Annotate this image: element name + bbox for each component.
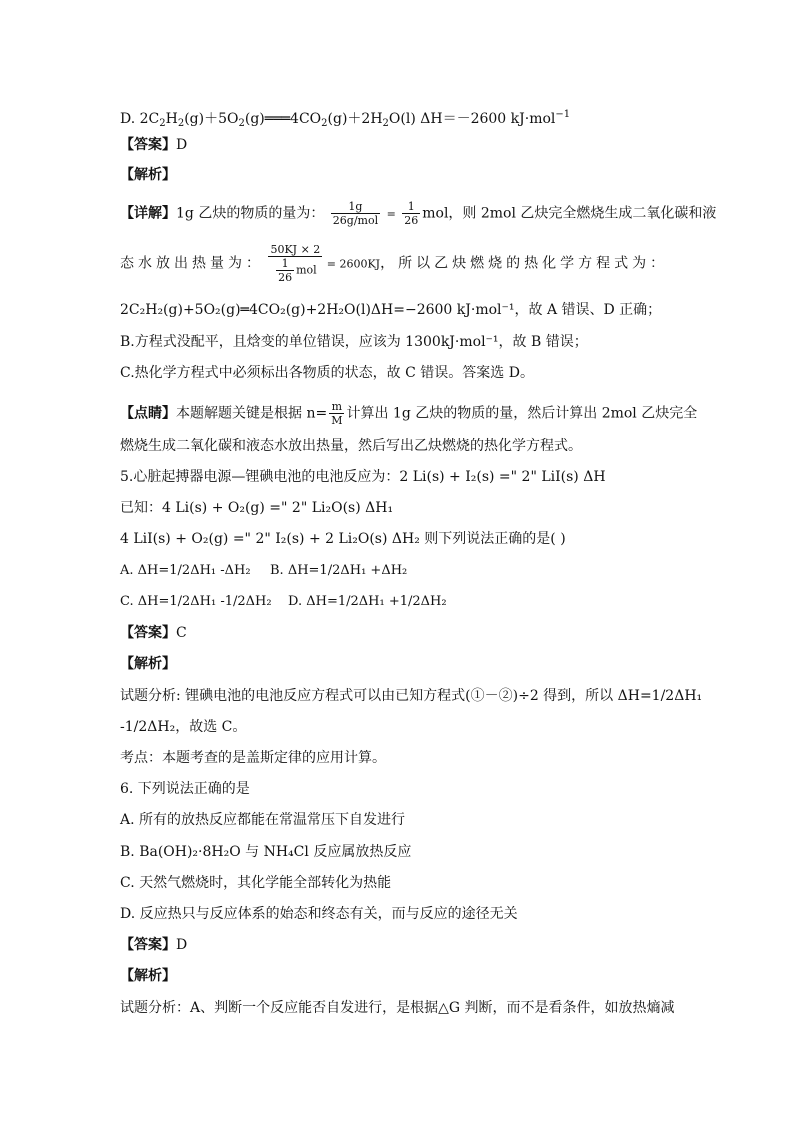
denominator: 26 [278,271,293,284]
q6-option-b: B. Ba(OH)₂·8H₂O 与 NH₄Cl 反应属放热反应 [120,844,412,860]
text: (g)═══4CO [244,111,322,127]
numerator: 1 [276,257,294,271]
subscript: 2 [159,118,166,129]
heat-fraction [268,243,322,284]
q5-known-2: 4 LiI(s) + O₂(g) =" 2" I₂(s) + 2 Li₂O(s) ΔH₂ 则下列说法正确的是( ) [120,531,566,547]
fraction [402,200,420,227]
text: 态水放出热量为： [120,255,264,272]
q4-answer [120,136,690,154]
denominator: 26g/mol [332,214,379,227]
option-b-explanation: B.方程式没配平，且焓变的单位错误，应该为 1300kJ·mol⁻¹，故 B 错误； [120,334,588,350]
q5-kaodian: 考点：本题考查的是盖斯定律的应用计算。 [120,750,386,766]
text: D. 2C [120,111,160,127]
numerator: m [329,400,344,414]
option-c-explanation: C.热化学方程式中必须标出各物质的状态，故 C 错误。答案选 D。 [120,365,534,381]
text: mol，则 2mol 乙炔完全燃烧生成二氧化碳和液 [422,205,717,222]
denominator: M [331,414,343,427]
point-line-2: 燃烧生成二氧化碳和液态水放出热量，然后写出乙炔燃烧的热化学方程式。 [120,438,582,454]
q5-answer [120,624,690,642]
text: ，所以乙炔燃烧的热化学方程式为： [380,255,669,272]
q6-answer [120,936,690,954]
detail-line-1 [120,200,717,227]
q5-option-b: B. ΔH=1/2ΔH₁ +ΔH₂ [270,563,408,578]
answer-label: 【答案】 [120,937,176,953]
fraction [329,400,344,427]
answer-value: D [176,137,188,153]
q5-analysis-2: -1/2ΔH₂，故选 C。 [120,719,247,735]
subscript: 2 [321,118,328,129]
text: (g)＋2H [327,111,383,127]
q4-option-d [120,106,690,133]
denominator: 26 [404,214,419,227]
denominator [268,257,322,284]
analysis-label: 【解析】 [120,167,176,183]
answer-value: D [176,937,188,953]
subscript: 2 [382,118,389,129]
text: (g)＋5O [184,111,239,127]
text: 计算出 1g 乙炔的物质的量，然后计算出 2mol 乙炔完全 [346,405,698,422]
detail-line-2 [120,243,690,284]
subscript: 2 [177,118,185,129]
superscript: −1 [555,109,571,120]
q5-option-c: C. ΔH=1/2ΔH₁ -1/2ΔH₂ [120,594,272,609]
q6-stem: 6. 下列说法正确的是 [120,781,250,797]
point-label: 【点睛】 [120,405,176,422]
text: O(l) ΔH＝－2600 kJ·mol [388,111,556,127]
subscript: 2 [238,118,245,129]
numerator: 1g [331,200,380,214]
numerator: 1 [402,200,420,214]
equation-line: 2C₂H₂(g)+5O₂(g)═4CO₂(g)+2H₂O(l)ΔH=−2600 kJ·mol⁻¹，故 A 错误、D 正确； [120,302,662,318]
numerator: 50KJ × 2 [270,243,321,256]
q5-known-1: 已知：4 Li(s) + O₂(g) =" 2" Li₂O(s) ΔH₁ [120,500,394,516]
q5-options-ab [120,562,690,580]
q6-option-c: C. 天然气燃烧时，其化学能全部转化为热能 [120,875,392,891]
q5-option-a: A. ΔH=1/2ΔH₁ -ΔH₂ [120,563,251,578]
answer-label: 【答案】 [120,137,176,153]
q6-option-d: D. 反应热只与反应体系的始态和终态有关，而与反应的途径无关 [120,906,518,922]
text: 本题解题关键是根据 n= [176,405,328,422]
q5-option-d: D. ΔH=1/2ΔH₁ +1/2ΔH₂ [288,594,447,609]
analysis-label: 【解析】 [120,656,176,672]
answer-label: 【答案】 [120,625,176,641]
unit: mol [296,263,317,277]
text: H [165,111,178,127]
q6-option-a: A. 所有的放热反应都能在常温常压下自发进行 [120,812,406,828]
result: = 2600KJ [326,257,381,271]
equals: = [386,207,396,221]
detail-label: 【详解】 [120,205,176,222]
point-line-1 [120,400,698,427]
analysis-label: 【解析】 [120,968,176,984]
answer-value: C [176,625,187,641]
fraction [331,200,380,227]
q5-options-cd [120,593,690,611]
inner-fraction [276,257,294,284]
q5-stem: 5.心脏起搏器电源—锂碘电池的电池反应为：2 Li(s) + I₂(s) =" 2" LiI(s) ΔH [120,469,606,485]
text: 1g 乙炔的物质的量为： [176,205,325,222]
q5-analysis-1: 试题分析: 锂碘电池的电池反应方程式可以由已知方程式(①－②)÷2 得到，所以 ΔH=1/2ΔH₁ [120,688,703,704]
q6-analysis: 试题分析：A、判断一个反应能否自发进行，是根据△G 判断，而不是看条件，如放热熵减 [120,1000,675,1016]
